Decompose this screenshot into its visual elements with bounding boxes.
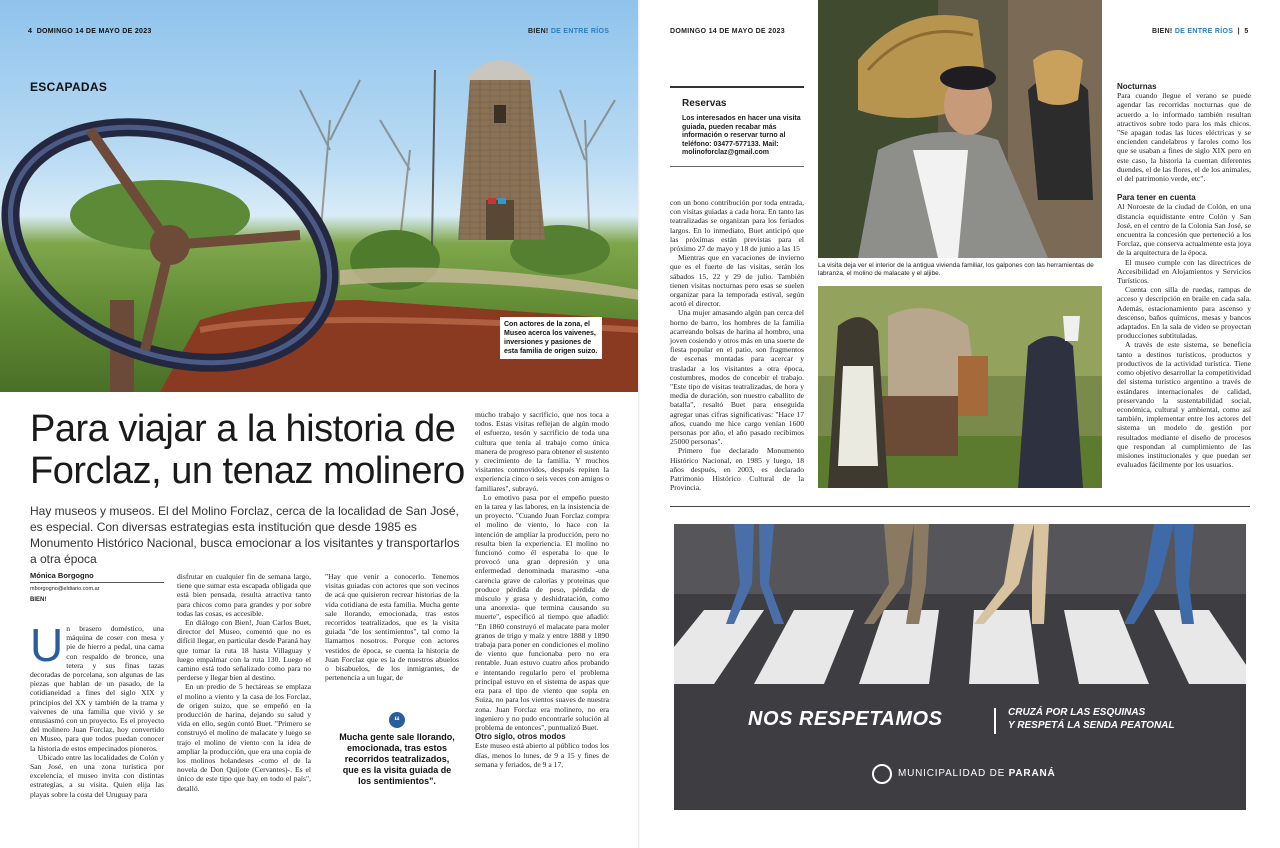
running-date: DOMINGO 14 DE MAYO DE 2023	[36, 28, 152, 35]
column-1	[30, 619, 164, 799]
drop-cap: U	[30, 619, 64, 671]
section-name: DE ENTRE RÍOS	[1174, 28, 1234, 35]
ad-org-prefix: MUNICIPALIDAD DE	[898, 768, 1006, 779]
subhead-para-tener: Para tener en cuenta	[1117, 193, 1196, 203]
photo-illustration	[818, 286, 1102, 488]
paragraph: "Hay que venir a conocerlo. Tenemos visitas guiadas con actores que son vecinos de acá que quisieron recrear historias de la vida cotidiana de esta familia. Mucha gente sale llorando, emocionada, tras estos recorridos teatralizados, que es la visita guiada "de los sentimientos", tal como la llamamos nosotros. Porque con actores vestidos de época, se cuenta la historia de Juan Forclaz que es la de nuestros abuelos o bisabuelos, de los inmigrantes, de pertenencia a un lugar, de	[325, 572, 459, 683]
paragraph: Este museo está abierto al público todos los días, menos lo lunes, de 9 a 15 y fines de semana y feriados, de 9 a 17,	[475, 741, 609, 769]
author-name: Mónica Borgogno	[30, 571, 164, 583]
quote-icon: “	[389, 712, 405, 728]
photo-illustration	[818, 0, 1102, 258]
article-title: Para viajar a la historia de Forclaz, un tenaz molinero	[30, 408, 465, 492]
running-head-left	[28, 28, 152, 35]
paragraph	[30, 619, 164, 753]
author-email: mborgogno@eldiario.com.ar	[30, 586, 100, 592]
paragraph: Cuenta con silla de ruedas, rampas de acceso y descripción en braile en cada sala. Además, estacionamiento para ascenso y descenso, baños químicos, mesas y bancos adaptados. En la sala de video se proyectan producciones subtituladas.	[1117, 285, 1251, 341]
paragraph: Lo emotivo pasa por el empeño puesto en la tarea y las labores, en la insistencia de un proyecto. "Cuando Juan Forclaz compra el molino de viento, lo hace con la intención de ampliar la producción, pero no resulta bien la experiencia. El molino no funcionó como él esperaba lo que le provocó una gran depresión y una enfermedad denominada marasmo -una carencia grave de calorías y proteínas que produce pérdida de peso, pérdida de músculo y grasa y deshidratación, como una anorexia- que termina causando su muerte", especificó al tiempo que añadió: "En 1860 construyó el malacate para moler granos de trigo y maíz y entre 1888 y 1890 trabaja para poner en condiciones el molino de viento que funcionaba pero no era rentable. Juan estuvo cuatro años probando e intentando regularlo pero el problema principal estuvo en el sistema de aspas que era para el tipo de viento que sopla en Suiza, no para los vientos suaves de nuestra zona. Juan Forclaz era molinero, no era ingeniero y no pudo encontrarle solución al problema de entonces", puntualizó Buet.	[475, 492, 609, 732]
column-right-2	[1117, 82, 1251, 469]
brand-name: BIEN!	[1152, 28, 1173, 35]
reservas-box	[670, 86, 804, 167]
paragraph: Al Noroeste de la ciudad de Colón, en una distancia equidistante entre Colón y San José, en el centro de la Colonia San José, se encuentra la concesión que perteneció a los Forclaz, que conserva actualmente esta joya de la arquitectura de la época.	[1117, 202, 1251, 258]
article-lede: Hay museos y museos. El del Molino Forclaz, cerca de la localidad de San José, es especial. Con diversas estrategias esta institución que desde 1985 es Monumento Histórico Nacional, busca emocionar a los visitantes y transportarlos a otra época	[30, 504, 460, 566]
running-brand-right: BIEN! DE ENTRE RÍOS | 5	[1152, 28, 1249, 35]
running-brand-left	[528, 28, 609, 35]
reservas-title: Reservas	[682, 98, 727, 109]
running-head-right	[670, 28, 785, 35]
ad-line-2: Y RESPETÁ LA SENDA PEATONAL	[1008, 720, 1175, 731]
paragraph: En diálogo con Bien!, Juan Carlos Buet, director del Museo, comentó que no es difícil llegar, en particular desde Paraná hay que tomar la ruta 18 hasta Villaguay y luego empalmar con la ruta 130. Luego el camino está todo señalizado como para no perderse y llegar bien al destino.	[177, 618, 311, 683]
ad-divider	[994, 708, 996, 734]
column-2	[177, 572, 311, 793]
paragraph: En un predio de 5 hectáreas se emplaza el molino a viento y la casa de los Forclaz, de origen suizo, que se empeñó en la producción de harina, dejando su salud y vida en ello, según contó Buet. "Primero se construyó el molino de malacate y luego se trajo el molino de viento con la idea de ampliar la producción, que era una copia de los molinos holandeses -como el de la novela de Don Quijote (Cervantes)-. Es el único de este tipo que hay en todo el país", detalló.	[177, 682, 311, 793]
paragraph: A través de este sistema, se beneficia tanto a destinos turísticos, productos y productivos de la actividad turística. Tiene como objetivo desarrollar la competitividad del sistema turístico argentino a través de estándares internacionales de calidad, preservando la sustentabilidad social, económica, cultural y ambiental, como así también, implementar entre los actores del sistema un modelo de gestión por resultados mediante el diseño de procesos que respondan al cumplimiento de las misiones institucionales y que puedan ser evaluados fácilmente por los usuarios.	[1117, 340, 1251, 470]
subhead-nocturnas: Nocturnas	[1117, 82, 1157, 91]
ad-headline: NOS RESPETAMOS	[748, 708, 943, 730]
brand-name: BIEN!	[528, 28, 549, 35]
ad-org-city: PARANÁ	[1008, 768, 1056, 779]
divider	[670, 166, 804, 167]
paragraph: Una mujer amasando algún pan cerca del horno de barro, los hombres de la familia acarreando bolsas de harina al hombro, una joven cosiendo y otros más en una suerte de fiesta popular en el patio, son fragmentos de escenas montadas para acercar y trasladar a los visitantes a otra época, costumbres, modos de concebir el trabajo. "Este tipo de visitas teatralizadas, de hora y media de duración, son nuestro caballito de batalla", resaltó Buet para enseguida agregar unas cifras significativas: "Hace 17 años, cuando me hice cargo venían 1600 personas por año, el año pasado recibimos 25000 personas".	[670, 308, 804, 447]
paragraph: Mientras que en vacaciones de invierno que es el fuerte de las visitas, serán los sábados 15, 22 y 29 de julio. También tienen visitas nocturnas pero esas se suelen organizar para la temporada estival, según acotó el director.	[670, 253, 804, 309]
divider	[670, 506, 1250, 507]
ad-subline	[1008, 706, 1175, 732]
paragraph: Ubicado entre las localidades de Colón y San José, en una zona turística por excelencia, el museo invita con distintas estrategias, a su visita. Quien elija las playas sobre la costa del Uruguay para	[30, 752, 164, 799]
column-3	[325, 572, 459, 682]
subhead-otro-siglo: Otro siglo, otros modos	[475, 732, 566, 742]
ad-organization	[898, 768, 1056, 779]
paragraph-text: n brasero doméstico, una máquina de coser con mesa y pie de hierro a pedal, una cama con respaldo de bronce, una tetera y sus finas tazas decoradas de porcelana, son algunas de las piezas que hablan de un pasado, de la cotidianeidad a fines del siglo XIX y principios del XX y también de la trama y vaivenes de una familia que vivió y se entusiasmó con un proyecto. Es el proyecto del molinero Juan Forclaz, hoy convertido en Museo, para que todos puedan conocer la historia de estos empecinados pioneros.	[30, 624, 164, 753]
pull-quote	[337, 712, 457, 787]
advertisement-crosswalk	[674, 524, 1246, 810]
municipality-logo-icon	[872, 764, 892, 784]
section-kicker: ESCAPADAS	[30, 80, 108, 94]
paragraph: El museo cumple con las directrices de Accesibilidad en Alojamientos y Servicios Turísticos.	[1117, 257, 1251, 286]
column-right-1	[670, 198, 804, 493]
reservas-text: Los interesados en hacer una visita guiada, pueden recabar más información o reservar turno al teléfono: 03477-577133. Mail: molinoforclaz@gmail.com	[682, 115, 801, 157]
page-number: 5	[1244, 28, 1249, 35]
page-number: 4	[28, 28, 33, 35]
photo-women-cooking	[818, 286, 1102, 488]
ad-line-1: CRUZÁ POR LAS ESQUINAS	[1008, 707, 1146, 718]
photo-man-carrying-sack	[818, 0, 1102, 258]
running-date: DOMINGO 14 DE MAYO DE 2023	[670, 28, 785, 35]
paragraph: Para cuando llegue el verano se puede agendar las recorridas nocturnas que de acuerdo a lo informado también resultan atractivos sobre todo para los más chicos. "Se apagan todas las luces eléctricas y se encienden candelabros y faroles como los que se usaban a fines de siglo XIX pero en este caso, la historia la cuentan diferentes duendes, el de las flores, el de los animales, el del patrimonio verde, etc".	[1117, 91, 1251, 184]
paragraph: con un bono contribución por toda entrada, con visitas guiadas a cada hora. En tanto las teatralizadas se organizan para los feriados largos. En lo inmediato, Buet anticipó que las próximas están previstas para el próximo 27 de mayo y 18 de junio a las 15	[670, 198, 804, 254]
column-4	[475, 410, 609, 769]
section-name: DE ENTRE RÍOS	[550, 28, 610, 35]
paragraph: Primero fue declarado Monumento Histórico Nacional, en 1985 y luego, 18 años después, en 2003, es declarado Patrimonio Histórico Cultural de la Provincia.	[670, 446, 804, 493]
byline	[30, 571, 164, 603]
paragraph: mucho trabajo y sacrificio, que nos toca a todos. Estas visitas reflejan de algún modo el esfuerzo, tesón y sacrificio de toda una cultura que tenía al trabajo como única manera de progreso para obtener el sustento y crecimiento de la familia. Y muchos visitantes conmovidos, después repiten la experiencia cinco o seis veces con amigos o familiares", subrayó.	[475, 410, 609, 493]
photo-caption: La visita deja ver el interior de la antigua vivienda familiar, los galpones con las herramientas de labranza, el molino de malacate y el aljibe.	[818, 262, 1094, 277]
pull-quote-text: Mucha gente sale llorando, emocionada, tras estos recorridos teatralizados, que es la visita guiada de los sentimientos".	[339, 732, 455, 786]
byline-tag: BIEN!	[30, 597, 47, 603]
hero-caption: Con actores de la zona, el Museo acerca los vaivenes, inversiones y pasiones de esta familia de origen suizo.	[500, 317, 602, 359]
hero-photo-windmill	[0, 0, 640, 392]
paragraph: disfrutar en cualquier fin de semana largo, tiene que sumar esta escapada obligada que está bien pensada, resulta atractiva tanto para chicos como para grandes y por sobre todas las cosas, es accesible.	[177, 572, 311, 618]
